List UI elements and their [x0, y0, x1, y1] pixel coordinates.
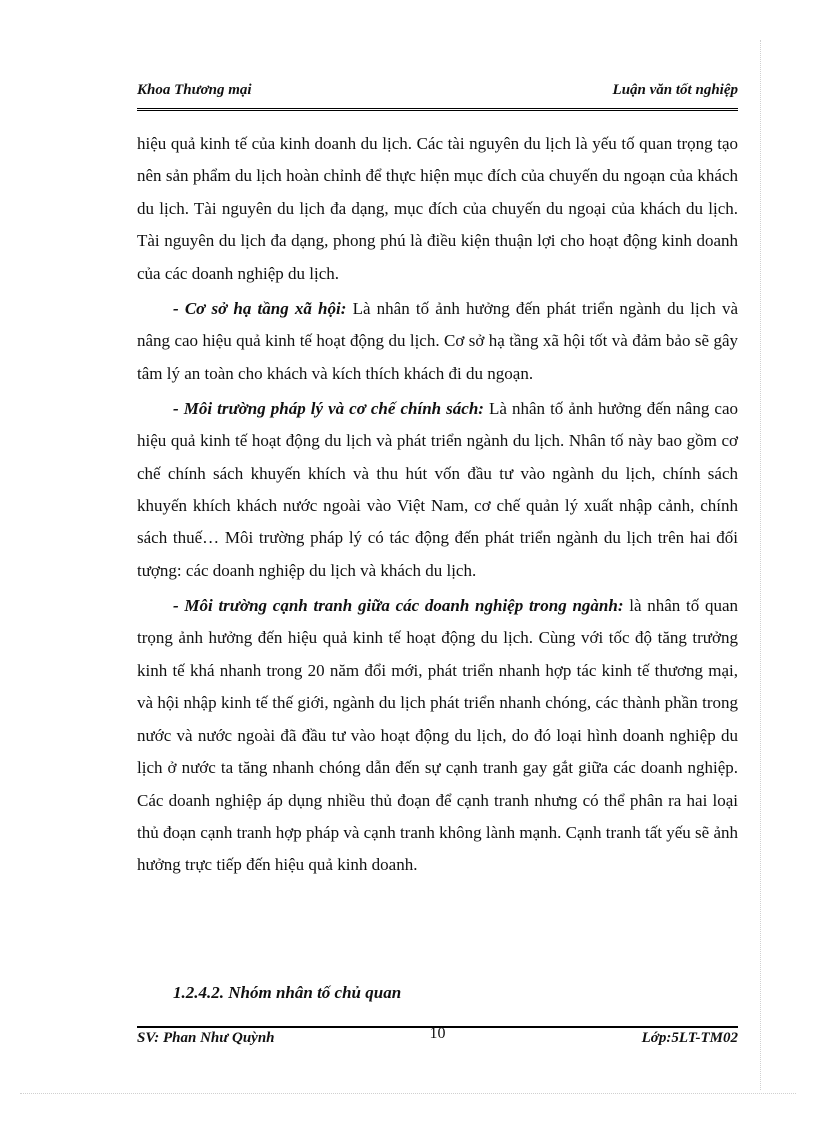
paragraph-text: Là nhân tố ảnh hưởng đến phát triển ngành du lịch và nâng cao hiệu quả kinh tế hoạt động du lịch. Cơ sở hạ tầng xã hội tốt và đảm bảo sẽ gây tâm lý an toàn cho khách và kích thích khách đi du ngoạn.: [137, 298, 738, 383]
paragraph-text: hiệu quả kinh tế của kinh doanh du lịch. Các tài nguyên du lịch là yếu tố quan trọng tạo nên sản phẩm du lịch hoàn chỉnh để thực hiện mục đích của chuyến du ngoạn của khách du lịch. Tài nguyên du lịch đa dạng, mục đích của chuyến du ngoại của khách du lịch. Tài nguyên du lịch đa dạng, phong phú là điều kiện thuận lợi cho hoạt động kinh doanh của các doanh nghiệp du lịch.: [137, 134, 738, 283]
page-bottom-guide-line: [20, 1093, 796, 1094]
page-footer: [137, 1025, 738, 1050]
paragraph-competition: [137, 590, 738, 882]
paragraph-text: Là nhân tố ảnh hưởng đến nâng cao hiệu quả kinh tế hoạt động du lịch và phát triển ngành du lịch. Nhân tố này bao gồm cơ chế chính sách khuyến khích và thu hút vốn đầu tư vào ngành du lịch, chính sách khuyến khích khách nước ngoài vào Việt Nam, cơ chế quản lý xuất nhập cảnh, chính sách thuế… Môi trường pháp lý có tác động đến phát triển ngành du lịch trên hai đối tượng: các doanh nghiệp du lịch và khách du lịch.: [137, 398, 738, 580]
paragraph-infrastructure: [137, 293, 738, 390]
paragraph-term: - Môi trường pháp lý và cơ chế chính sách:: [173, 398, 484, 418]
footer-class-code: Lớp:5LT-TM02: [641, 1030, 738, 1046]
header-rule: [137, 108, 738, 111]
paragraph-legal-environment: [137, 393, 738, 587]
section-subheading: 1.2.4.2. Nhóm nhân tố chủ quan: [173, 983, 402, 1002]
footer-student-name: SV: Phan Như Quỳnh: [137, 1030, 275, 1046]
body-text: [137, 128, 738, 885]
paragraph-term: - Cơ sở hạ tầng xã hội:: [173, 298, 347, 318]
margin-guide-line: [760, 40, 761, 1090]
paragraph-text: là nhân tố quan trọng ảnh hưởng đến hiệu quả kinh tế hoạt động du lịch. Cùng với tốc độ tăng trưởng kinh tế khá nhanh trong 20 năm đổi mới, phát triển nhanh hợp tác kinh tế thương mại, và hội nhập kinh tế thế giới, ngành du lịch phát triển nhanh chóng, các thành phần trong nước và nước ngoài đã đầu tư vào hoạt động du lịch, do đó loại hình doanh nghiệp du lịch ở nước ta tăng nhanh chóng dẫn đến sự cạnh tranh gay gắt giữa các doanh nghiệp. Các doanh nghiệp áp dụng nhiều thủ đoạn để cạnh tranh nhưng có thể phân ra hai loại thủ đoạn cạnh tranh hợp pháp và cạnh tranh không lành mạnh. Cạnh tranh tất yếu sẽ ảnh hưởng trực tiếp đến hiệu quả kinh doanh.: [137, 596, 738, 875]
header-thesis-type: Luận văn tốt nghiệp: [612, 82, 738, 98]
header-faculty: Khoa Thương mại: [137, 82, 252, 98]
paragraph-term: - Môi trường cạnh tranh giữa các doanh nghiệp trong ngành:: [173, 596, 624, 616]
page-number: 10: [429, 1025, 446, 1042]
paragraph-continuation: [137, 128, 738, 290]
page-header: [137, 82, 738, 104]
